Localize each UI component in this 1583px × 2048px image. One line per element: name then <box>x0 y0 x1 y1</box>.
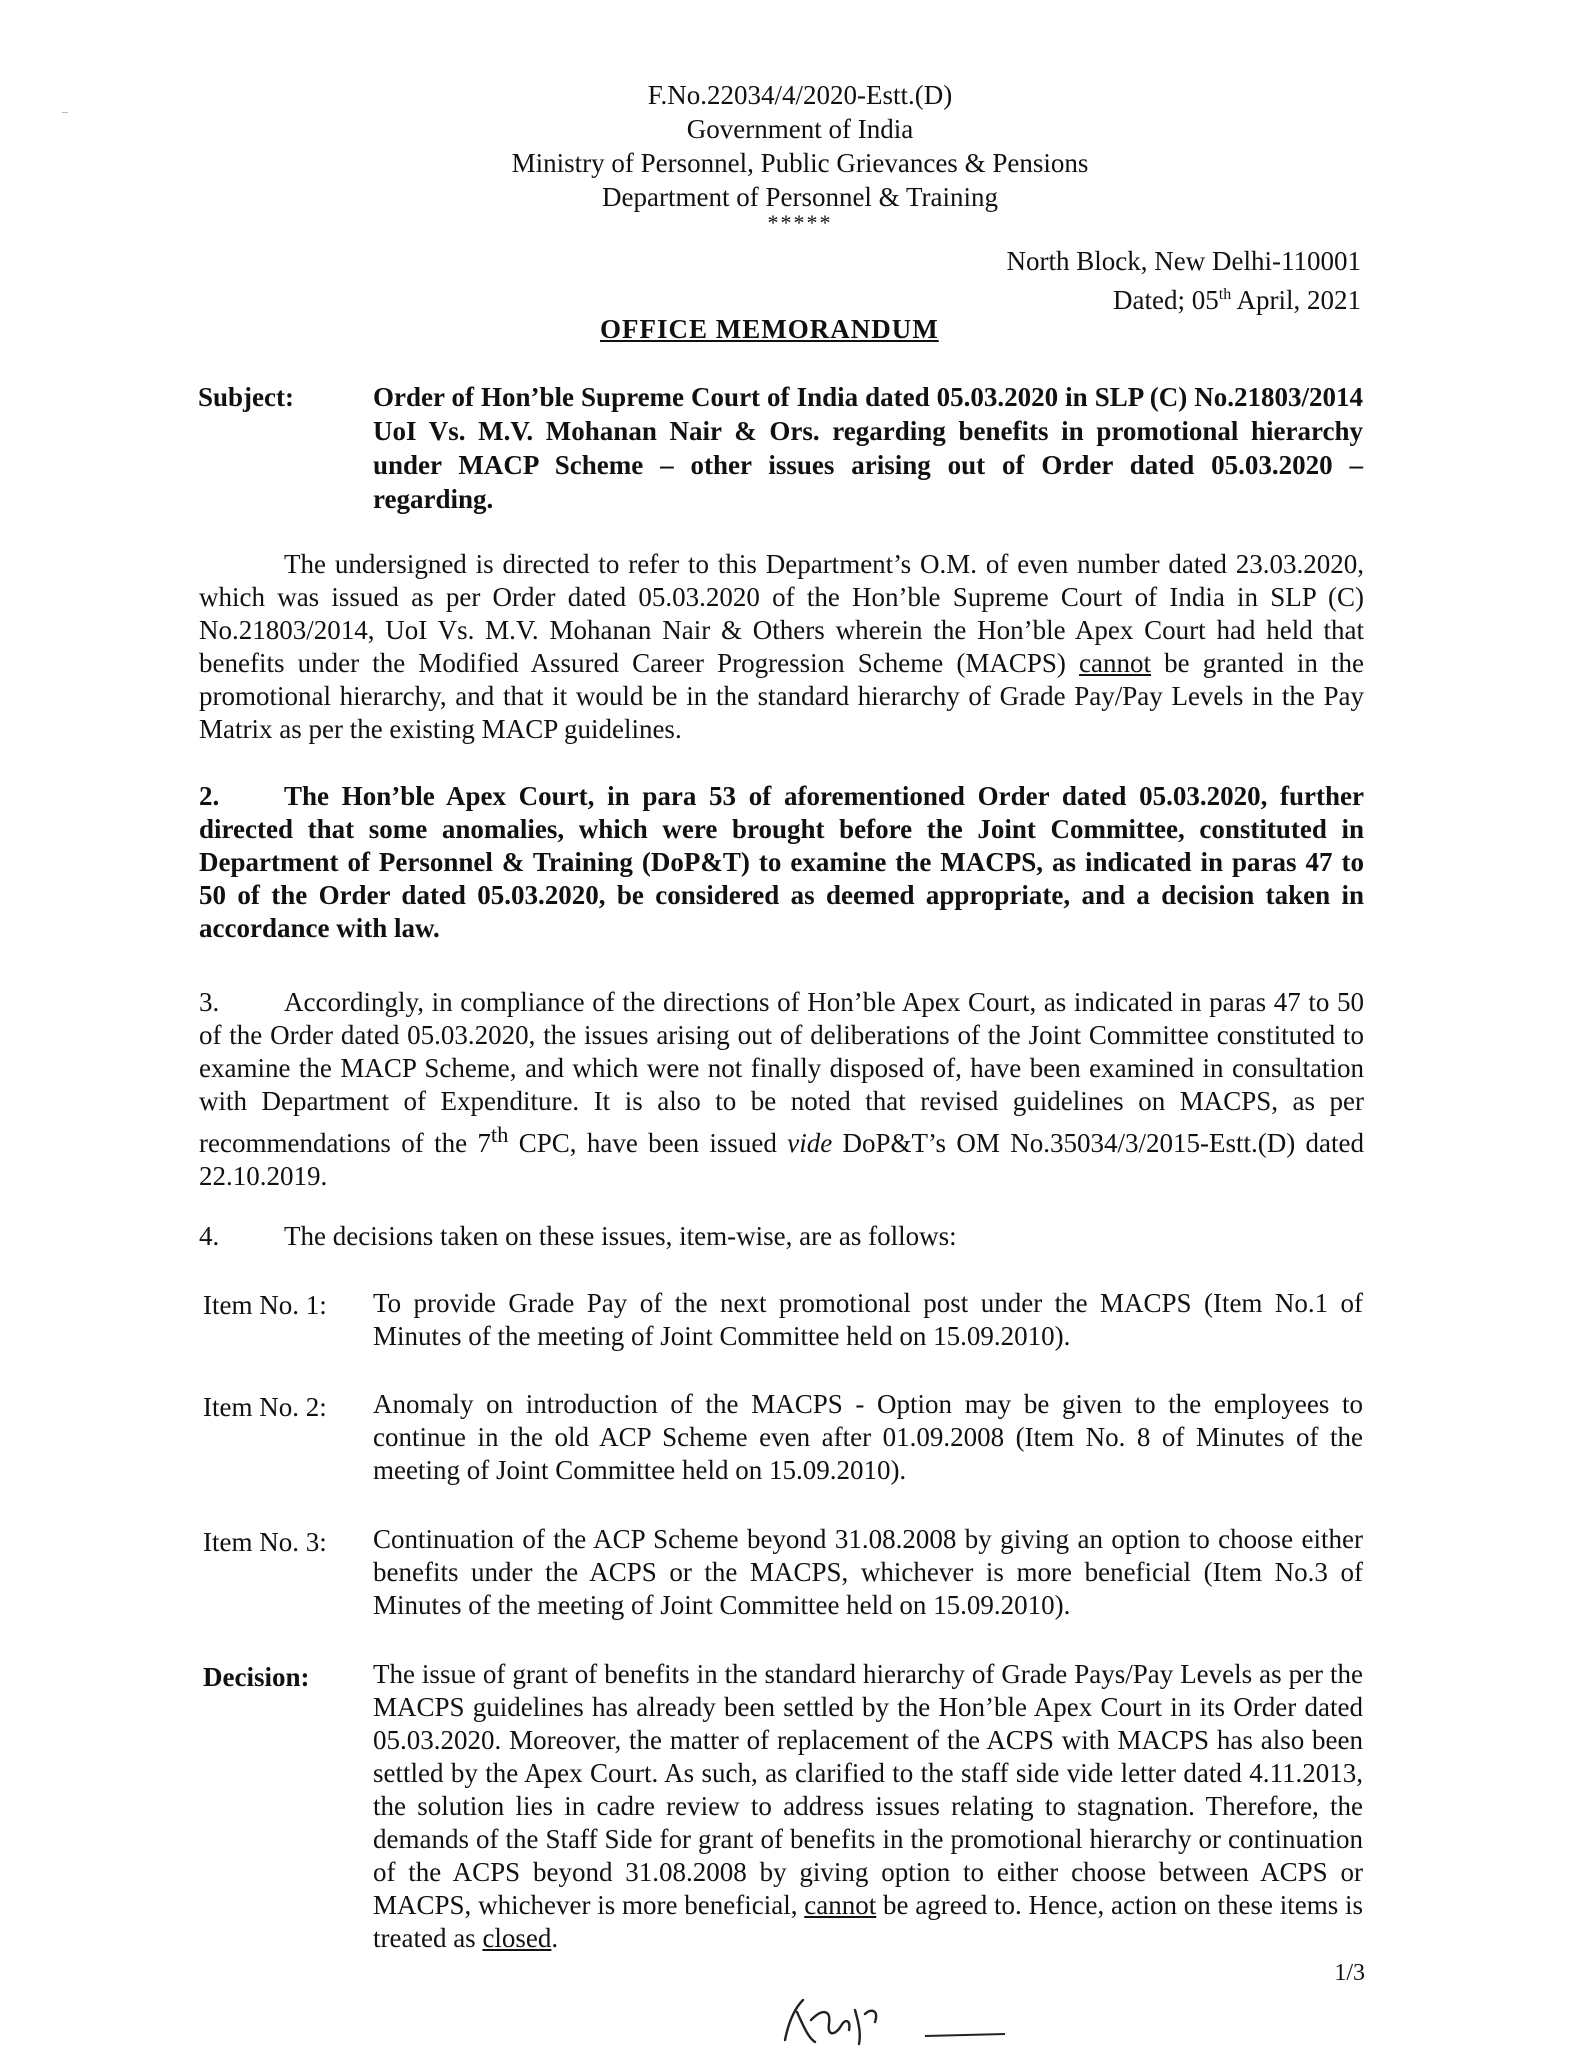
subject-text: Order of Hon’ble Supreme Court of India dated 05.03.2020 in SLP (C) No.21803/2014 UoI Vs. M.V. Mohanan Nair & Ors. regarding benefits in promotional hierarchy under MACP Scheme – other issues arising out of Order dated 05.03.2020 – regarding. <box>373 382 1363 514</box>
file-number: F.No.22034/4/2020-Estt.(D) <box>647 80 953 110</box>
item-1-text: To provide Grade Pay of the next promotional post under the MACPS (Item No.1 of Minutes of the meeting of Joint Committee held on 15.09.2010). <box>373 1288 1363 1351</box>
para1-text-a: The undersigned is directed to refer to this Department’s O.M. of even number dated 23.03.2020, which was issued as per Order dated 05.03.2020 of the Hon’ble Supreme Court of India in SLP (C) No.21803/2014, UoI Vs. M.V. Mohanan Nair & Others wherein the Hon’ble Apex Court had held that benefits under the Modified Assured Career Progression Scheme (MACPS) <box>199 549 1364 678</box>
para3-text-c: DoP&T’s OM No.35034/3/2015-Estt.(D) dated 22.10.2019. <box>199 1128 1364 1191</box>
para3-sup: th <box>490 1122 509 1147</box>
letterhead <box>300 78 1300 235</box>
para2-number: 2. <box>199 781 220 811</box>
decision-underlined-cannot: cannot <box>804 1890 877 1920</box>
ministry-name: Ministry of Personnel, Public Grievances & Pensions <box>511 148 1089 178</box>
item-2-text: Anomaly on introduction of the MACPS - Option may be given to the employees to continue in the old ACP Scheme even after 01.09.2008 (Item No. 8 of Minutes of the meeting of Joint Committee held on 15.09.2010). <box>373 1389 1363 1485</box>
paragraph-3 <box>199 986 1364 1193</box>
para4-text: The decisions taken on these issues, item-wise, are as follows: <box>284 1221 957 1251</box>
para3-text-a: Accordingly, in compliance of the directions of Hon’ble Apex Court, as indicated in paras 47 to 50 of the Order dated 05.03.2020, the issues arising out of deliberations of the Joint Committee constituted to examine the MACP Scheme, and which were not finally disposed of, have been examined in consultation with Department of Expenditure. It is also to be noted that revised guidelines on MACPS, as per recommendations of the 7 <box>199 987 1364 1158</box>
paragraph-2 <box>199 780 1364 945</box>
address-block <box>1007 244 1361 317</box>
item-1-label: Item No. 1: <box>203 1290 327 1320</box>
para4-number: 4. <box>199 1221 220 1251</box>
signature-mark <box>775 1990 1015 2048</box>
para3-italic: vide <box>787 1128 833 1158</box>
decision-text <box>373 1658 1363 1955</box>
date-sup: th <box>1218 286 1232 303</box>
location: North Block, New Delhi-110001 <box>1006 246 1361 276</box>
paragraph-1 <box>199 548 1364 746</box>
subject-label: Subject: <box>198 382 294 412</box>
memo-title: OFFICE MEMORANDUM <box>600 314 939 344</box>
paragraph-4 <box>199 1220 1364 1253</box>
margin-mark <box>62 112 68 113</box>
date-suffix: April, 2021 <box>1231 285 1361 315</box>
decision-text-a: The issue of grant of benefits in the standard hierarchy of Grade Pays/Pay Levels as per the MACPS guidelines has already been settled by the Hon’ble Apex Court in its Order dated 05.03.2020. Moreover, the matter of replacement of the ACPS with MACPS has also been settled by the Apex Court. As such, as clarified to the staff side vide letter dated 4.11.2013, the solution lies in cadre review to address issues relating to stagnation. Therefore, the demands of the Staff Side for grant of benefits in the promotional hierarchy or continuation of the ACPS beyond 31.08.2008 by giving option to either choose between ACPS or MACPS, whichever is more beneficial, <box>373 1659 1363 1920</box>
para3-number: 3. <box>199 987 220 1017</box>
decision-underlined-closed: closed <box>482 1923 552 1953</box>
separator-stars: ***** <box>767 210 833 235</box>
date-prefix: Dated; 05 <box>1113 285 1219 315</box>
para3-text-b: CPC, have been issued <box>508 1128 788 1158</box>
item-3-text: Continuation of the ACP Scheme beyond 31.08.2008 by giving an option to choose either benefits under the ACPS or the MACPS, whichever is more beneficial (Item No.3 of Minutes of the meeting of Joint Committee held on 15.09.2010). <box>373 1524 1363 1620</box>
page-number: 1/3 <box>1334 1960 1365 1986</box>
para2-text: The Hon’ble Apex Court, in para 53 of aforementioned Order dated 05.03.2020, further directed that some anomalies, which were brought before the Joint Committee, constituted in Department of Personnel & Training (DoP&T) to examine the MACPS, as indicated in paras 47 to 50 of the Order dated 05.03.2020, be considered as deemed appropriate, and a decision taken in accordance with law. <box>199 781 1364 943</box>
decision-label: Decision: <box>203 1662 310 1692</box>
para1-underlined: cannot <box>1079 648 1152 678</box>
department-name: Department of Personnel & Training <box>602 182 998 212</box>
decision-text-c: . <box>551 1923 559 1953</box>
decision-text-b: be agreed to. Hence, action on these items is treated as <box>373 1890 1364 1953</box>
government-name: Government of India <box>686 114 914 144</box>
item-3-label: Item No. 3: <box>203 1527 327 1557</box>
para1-text-b: be granted in the promotional hierarchy, and that it would be in the standard hierarchy of Grade Pay/Pay Levels in the Pay Matrix as per the existing MACP guidelines. <box>199 648 1364 744</box>
date-line <box>1007 278 1361 317</box>
item-2-label: Item No. 2: <box>203 1392 327 1422</box>
